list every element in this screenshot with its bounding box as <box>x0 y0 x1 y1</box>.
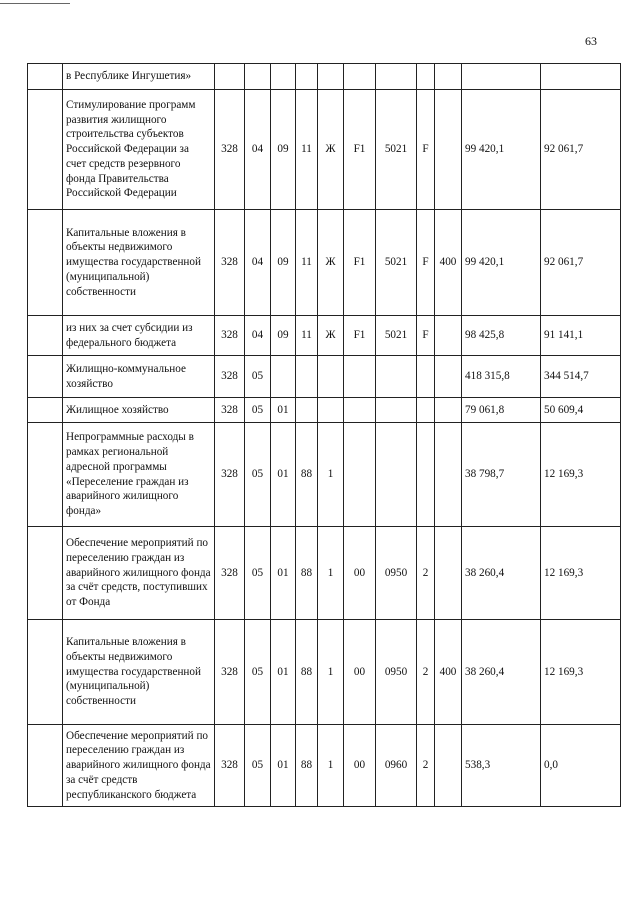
row-index-cell <box>28 527 63 620</box>
cell-p2: Ж <box>318 316 344 356</box>
cell-vr <box>435 725 462 807</box>
cell-sum2: 12 169,3 <box>541 527 621 620</box>
row-index-cell <box>28 64 63 90</box>
table-row <box>28 398 621 423</box>
cell-sum1: 98 425,8 <box>462 316 541 356</box>
cell-sum1: 418 315,8 <box>462 356 541 398</box>
cell-pr: 09 <box>271 316 296 356</box>
cell-p1: 88 <box>296 423 318 527</box>
page-number: 63 <box>585 34 597 48</box>
cell-p1: 88 <box>296 725 318 807</box>
cell-ved: 328 <box>215 210 245 316</box>
cell-rz: 04 <box>245 90 271 210</box>
cell-p4: 0960 <box>376 725 417 807</box>
cell-p4: 5021 <box>376 90 417 210</box>
cell-sum1: 538,3 <box>462 725 541 807</box>
cell-ved: 328 <box>215 527 245 620</box>
cell-vr <box>435 356 462 398</box>
cell-p5: 2 <box>417 620 435 725</box>
cell-sum1: 38 798,7 <box>462 423 541 527</box>
cell-p1 <box>296 64 318 90</box>
cell-name: Капитальные вложения в объекты недвижимого имущества государственной (муниципальной) собственности <box>63 620 215 725</box>
table-body <box>28 64 621 807</box>
table-row <box>28 356 621 398</box>
cell-ved: 328 <box>215 356 245 398</box>
cell-p5 <box>417 398 435 423</box>
cell-pr <box>271 356 296 398</box>
cell-name: из них за счет субсидии из федерального бюджета <box>63 316 215 356</box>
cell-sum2: 92 061,7 <box>541 90 621 210</box>
cell-rz: 05 <box>245 423 271 527</box>
scan-edge-line <box>0 3 70 4</box>
cell-sum1: 79 061,8 <box>462 398 541 423</box>
cell-sum1: 99 420,1 <box>462 210 541 316</box>
cell-vr <box>435 398 462 423</box>
cell-vr <box>435 527 462 620</box>
cell-p5: F <box>417 316 435 356</box>
cell-p5: F <box>417 90 435 210</box>
cell-ved: 328 <box>215 423 245 527</box>
cell-p5: 2 <box>417 725 435 807</box>
cell-pr: 01 <box>271 423 296 527</box>
cell-p1: 88 <box>296 527 318 620</box>
cell-pr: 01 <box>271 398 296 423</box>
cell-p5 <box>417 423 435 527</box>
cell-ved: 328 <box>215 90 245 210</box>
cell-sum2: 50 609,4 <box>541 398 621 423</box>
cell-p5 <box>417 356 435 398</box>
cell-p4 <box>376 64 417 90</box>
cell-p1: 88 <box>296 620 318 725</box>
cell-pr: 09 <box>271 210 296 316</box>
cell-sum1: 99 420,1 <box>462 90 541 210</box>
row-index-cell <box>28 356 63 398</box>
cell-p1: 11 <box>296 90 318 210</box>
cell-p3: 00 <box>344 527 376 620</box>
cell-p3: F1 <box>344 316 376 356</box>
cell-p3 <box>344 398 376 423</box>
row-index-cell <box>28 620 63 725</box>
cell-name: Непрограммные расходы в рамках региональной адресной программы «Переселение граждан из аварийного жилищного фонда» <box>63 423 215 527</box>
cell-rz: 05 <box>245 725 271 807</box>
cell-p5: F <box>417 210 435 316</box>
cell-pr: 01 <box>271 527 296 620</box>
cell-sum2: 92 061,7 <box>541 210 621 316</box>
cell-name: Стимулирование программ развития жилищного строительства субъектов Российской Федерации за счет средств резервного фонда Правительства Российской Федерации <box>63 90 215 210</box>
cell-sum2: 0,0 <box>541 725 621 807</box>
cell-vr <box>435 64 462 90</box>
cell-p4: 0950 <box>376 527 417 620</box>
row-index-cell <box>28 316 63 356</box>
cell-p4: 0950 <box>376 620 417 725</box>
cell-pr: 09 <box>271 90 296 210</box>
budget-table <box>27 63 621 807</box>
cell-rz: 05 <box>245 398 271 423</box>
cell-p1: 11 <box>296 210 318 316</box>
cell-p2: 1 <box>318 527 344 620</box>
cell-ved: 328 <box>215 398 245 423</box>
cell-rz: 05 <box>245 527 271 620</box>
cell-p4 <box>376 423 417 527</box>
cell-p3 <box>344 356 376 398</box>
cell-pr: 01 <box>271 620 296 725</box>
cell-name: в Республике Ингушетия» <box>63 64 215 90</box>
cell-p3 <box>344 64 376 90</box>
cell-p3: 00 <box>344 620 376 725</box>
cell-rz <box>245 64 271 90</box>
cell-p2 <box>318 356 344 398</box>
cell-p2: Ж <box>318 90 344 210</box>
table-row <box>28 64 621 90</box>
cell-vr <box>435 316 462 356</box>
table-row <box>28 210 621 316</box>
cell-rz: 05 <box>245 620 271 725</box>
table-row <box>28 620 621 725</box>
cell-ved: 328 <box>215 316 245 356</box>
cell-p1 <box>296 356 318 398</box>
cell-vr <box>435 423 462 527</box>
cell-p1 <box>296 398 318 423</box>
cell-ved: 328 <box>215 620 245 725</box>
cell-sum2: 344 514,7 <box>541 356 621 398</box>
cell-p5 <box>417 64 435 90</box>
cell-pr: 01 <box>271 725 296 807</box>
row-index-cell <box>28 398 63 423</box>
row-index-cell <box>28 210 63 316</box>
cell-vr: 400 <box>435 210 462 316</box>
cell-sum1: 38 260,4 <box>462 620 541 725</box>
cell-sum1: 38 260,4 <box>462 527 541 620</box>
cell-vr <box>435 90 462 210</box>
cell-p4: 5021 <box>376 316 417 356</box>
cell-sum1 <box>462 64 541 90</box>
cell-pr <box>271 64 296 90</box>
cell-name: Капитальные вложения в объекты недвижимого имущества государственной (муниципальной) собственности <box>63 210 215 316</box>
cell-name: Обеспечение мероприятий по переселению граждан из аварийного жилищного фонда за счёт средств, поступивших от Фонда <box>63 527 215 620</box>
cell-vr: 400 <box>435 620 462 725</box>
row-index-cell <box>28 725 63 807</box>
cell-p2: 1 <box>318 423 344 527</box>
cell-p3: F1 <box>344 90 376 210</box>
cell-p5: 2 <box>417 527 435 620</box>
cell-sum2 <box>541 64 621 90</box>
cell-sum2: 12 169,3 <box>541 620 621 725</box>
table-row <box>28 423 621 527</box>
table-row <box>28 316 621 356</box>
cell-rz: 04 <box>245 210 271 316</box>
cell-name: Жилищное хозяйство <box>63 398 215 423</box>
cell-p4 <box>376 356 417 398</box>
cell-p2: 1 <box>318 620 344 725</box>
cell-ved: 328 <box>215 725 245 807</box>
table-row <box>28 90 621 210</box>
cell-rz: 04 <box>245 316 271 356</box>
cell-name: Обеспечение мероприятий по переселению граждан из аварийного жилищного фонда за счёт средств республиканского бюджета <box>63 725 215 807</box>
cell-sum2: 91 141,1 <box>541 316 621 356</box>
row-index-cell <box>28 423 63 527</box>
cell-p3 <box>344 423 376 527</box>
cell-p3: F1 <box>344 210 376 316</box>
cell-p2 <box>318 398 344 423</box>
table-row <box>28 527 621 620</box>
cell-p3: 00 <box>344 725 376 807</box>
cell-p4 <box>376 398 417 423</box>
cell-p4: 5021 <box>376 210 417 316</box>
row-index-cell <box>28 90 63 210</box>
cell-sum2: 12 169,3 <box>541 423 621 527</box>
cell-p2: Ж <box>318 210 344 316</box>
cell-p1: 11 <box>296 316 318 356</box>
cell-rz: 05 <box>245 356 271 398</box>
cell-ved <box>215 64 245 90</box>
cell-p2 <box>318 64 344 90</box>
table-row <box>28 725 621 807</box>
cell-name: Жилищно-коммунальное хозяйство <box>63 356 215 398</box>
cell-p2: 1 <box>318 725 344 807</box>
